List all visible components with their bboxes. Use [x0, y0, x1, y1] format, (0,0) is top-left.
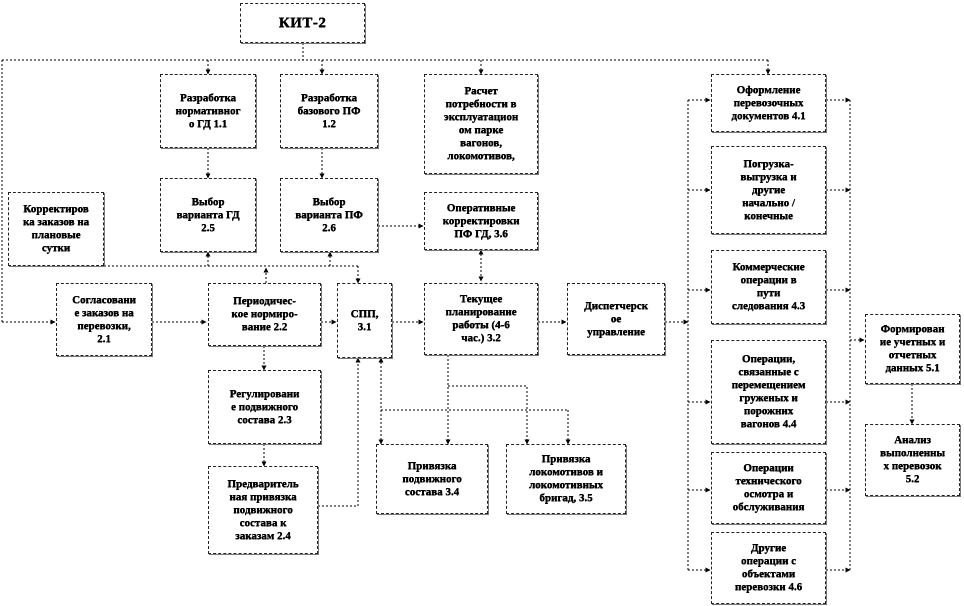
node-2-1: Согласовани е заказов на перевозки, 2.1 — [56, 283, 152, 356]
node-1-1: Разработка нормативног о ГД 1.1 — [160, 74, 256, 148]
node-correction: Корректиров ка заказов на плановые сутки — [8, 192, 104, 266]
node-2-5: Выбор варианта ГД 2.5 — [160, 178, 256, 252]
connector-3-2-to-3-5 — [448, 386, 527, 444]
node-kit-2: КИТ-2 — [240, 3, 365, 43]
connector-2-4-to-3-1 — [318, 358, 358, 506]
node-3-1: СПП, 3.1 — [337, 283, 392, 358]
node-4-5: Операции технического осмотра и обслуживания — [711, 452, 826, 524]
node-3-5: Привязка локомотивов и локомотивных бригад, 3.5 — [506, 444, 626, 514]
node-2-4: Предваритель ная привязка подвижного состава к заказам 2.4 — [208, 466, 318, 554]
node-calc: Расчет потребности в эксплуатацион ом парке вагонов, локомотивов, — [424, 74, 538, 174]
node-5-1: Формирован ие учетных и отчетных данных 5.1 — [865, 314, 960, 384]
node-4-2: Погрузка- выгрузка и другие начально / конечные — [711, 146, 826, 234]
node-4-6: Другие операции с объектами перевозки 4.6 — [711, 532, 826, 604]
node-4-3: Коммерческие операции в пути следования 4.3 — [711, 250, 826, 324]
node-4-4: Операции, связанные с перемещением груженых и порожних вагонов 4.4 — [711, 340, 826, 444]
node-5-2: Анализ выполненны х перевозок 5.2 — [865, 424, 960, 496]
node-2-6: Выбор варианта ПФ 2.6 — [280, 178, 378, 252]
node-2-2: Периодичес- кое нормиро- вание 2.2 — [208, 283, 321, 346]
node-1-2: Разработка базового ПФ 1.2 — [280, 74, 378, 148]
node-4-1: Оформление перевозочных документов 4.1 — [711, 74, 826, 132]
node-3-4: Привязка подвижного состава 3.4 — [376, 444, 488, 514]
node-dispatch: Диспетчерск ое управление — [567, 283, 665, 355]
node-2-3: Регулировани е подвижного состава 2.3 — [208, 370, 321, 444]
node-3-6: Оперативные корректировки ПФ ГД, 3.6 — [424, 192, 538, 250]
node-3-2: Текущее планирование работы (4-6 час.) 3.2 — [424, 283, 538, 355]
